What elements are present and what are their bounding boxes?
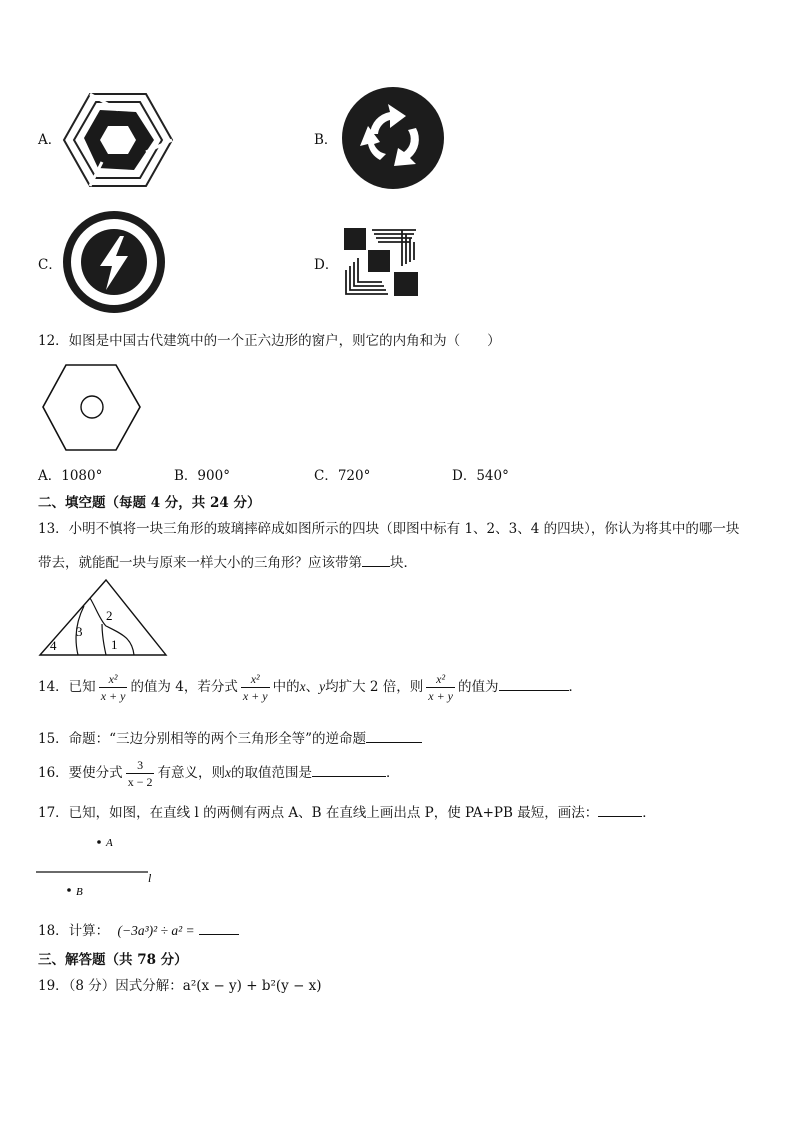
broken-triangle-figure (38, 578, 170, 658)
fraction-3: $\frac{\text{x²}}{x + y}$ (428, 672, 453, 703)
hexagon-window-figure (42, 364, 142, 452)
q14-mid2: 中的 (272, 679, 300, 695)
q14-mid4: 的值为 (458, 679, 499, 695)
fraction-2: $\frac{\text{x²}}{x + y}$ (242, 672, 268, 703)
q15-text: 15．命题：“三边分别相等的两个三角形全等”的逆命题 (38, 731, 366, 747)
q18-answer-blank[interactable] (199, 920, 239, 935)
question-18 (38, 920, 239, 940)
squares-pattern-logo-icon (342, 226, 422, 298)
option-c-label: C． (38, 257, 62, 273)
q14-end: ． (568, 679, 582, 695)
q16-pre: 16．要使分式 (38, 765, 123, 781)
option-b-label: B． (314, 132, 338, 148)
var-y: y (319, 679, 326, 694)
piece-4-label: 4 (50, 638, 57, 653)
question-12-text: 12．如图是中国古代建筑中的一个正六边形的窗户，则它的内角和为（ ） (38, 333, 501, 349)
piece-2-label: 2 (106, 608, 113, 623)
line-with-points-figure (36, 832, 166, 898)
q14-sep: 、 (305, 679, 320, 695)
section-2-heading: 二、填空题（每题 4 分，共 24 分） (38, 495, 261, 511)
q14-answer-blank[interactable] (499, 676, 569, 691)
question-13-line-1: 13．小明不慎将一块三角形的玻璃摔碎成如图所示的四块（即图中标有 1、2、3、4 的四块），你认为将其中的哪一块 (38, 521, 740, 537)
question-19-text: 19．（8 分）因式分解：a²(x − y) + b²(y − x) (38, 978, 322, 994)
point-a-dot (97, 840, 101, 844)
q12-option-c: C．720° (314, 468, 371, 484)
q13-line2-end: 块． (390, 555, 417, 571)
q16-end: ． (385, 765, 400, 781)
hexagon-nut-logo-icon (62, 92, 174, 188)
q17-answer-blank[interactable] (598, 802, 642, 817)
q18-expression: (−3a³)² ÷ a² = (117, 923, 195, 938)
point-b-dot (67, 888, 71, 892)
lightning-circle-logo-icon (62, 212, 168, 312)
q17-text: 17．已知，如图，在直线 l 的两侧有两点 A、B 在直线上画出点 P，使 PA+PB 最短，画法： (38, 805, 599, 821)
q16-post: 的取值范围是 (230, 765, 312, 781)
recycle-arrows-logo-icon (340, 86, 446, 190)
question-15 (38, 728, 422, 748)
q18-pre: 18．计算： (38, 923, 110, 939)
question-13-line-2 (38, 552, 417, 572)
q13-answer-blank[interactable] (362, 552, 390, 567)
q12-option-a: A．1080° (38, 468, 103, 484)
fraction-3-over-x-2: $\frac{3}{x - 2}$ (127, 758, 153, 789)
q13-line2-text: 带去，就能配一块与原来一样大小的三角形？应该带第 (38, 555, 362, 571)
option-d-label: D． (314, 257, 339, 273)
point-b-label: B (76, 886, 83, 898)
var-x: x (224, 765, 231, 780)
question-14 (38, 665, 582, 709)
question-17 (38, 802, 656, 822)
q17-end: ． (642, 805, 656, 821)
var-x: x (299, 679, 306, 694)
piece-3-label: 3 (76, 624, 83, 639)
piece-1-label: 1 (111, 637, 118, 652)
point-a-label: A (106, 837, 113, 849)
question-16 (38, 751, 399, 795)
fraction-1: $\frac{\text{x²}}{x + y}$ (100, 672, 126, 703)
q15-answer-blank[interactable] (366, 728, 422, 743)
q14-mid1: 的值为 4，若分式 (130, 679, 238, 695)
line-l-label: l (148, 871, 152, 885)
q16-mid: 有意义，则 (157, 765, 225, 781)
q16-answer-blank[interactable] (312, 762, 386, 777)
option-a-label: A． (38, 132, 62, 148)
section-3-heading: 三、解答题（共 78 分） (38, 952, 188, 968)
q14-pre: 14．已知 (38, 679, 96, 695)
q12-option-b: B．900° (174, 468, 230, 484)
q12-option-d: D．540° (452, 468, 509, 484)
q14-mid3: 均扩大 2 倍，则 (325, 679, 424, 695)
